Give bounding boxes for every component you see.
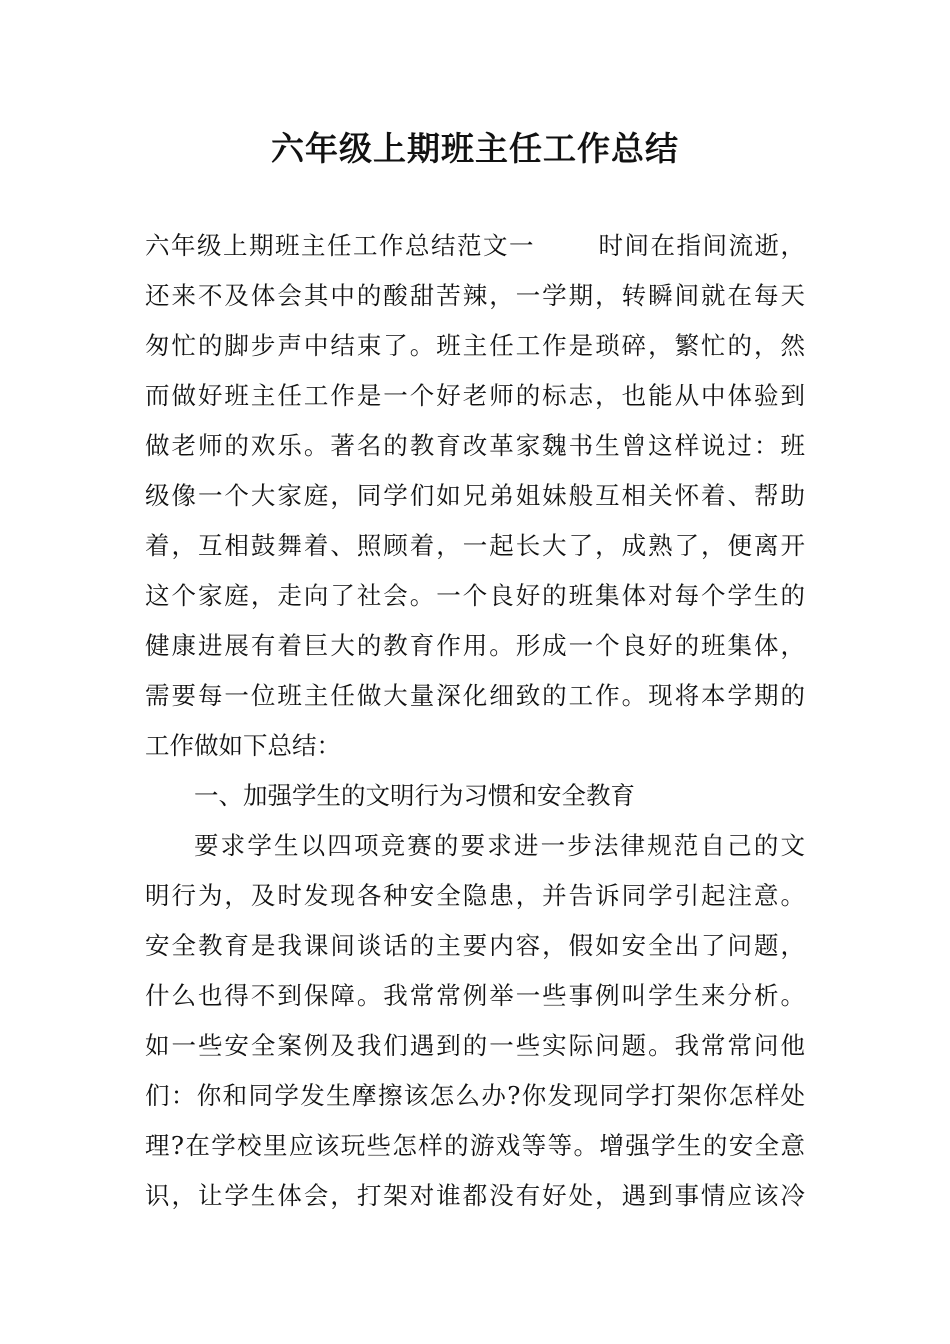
paragraph-line: 如一些安全案例及我们遇到的一些实际问题。我常常问他 [145,1031,805,1060]
paragraph-line: 级像一个大家庭，同学们如兄弟姐妹般互相关怀着、帮助 [145,481,805,510]
paragraph-line: 这个家庭，走向了社会。一个良好的班集体对每个学生的 [145,581,805,610]
paragraph-line [145,229,805,263]
paragraph-line: 工作做如下总结： [145,731,341,760]
paragraph-line: 们：你和同学发生摩擦该怎么办?你发现同学打架你怎样处 [145,1081,805,1110]
paragraph-line: 要求学生以四项竞赛的要求进一步法律规范自己的文 [194,831,805,860]
document-title: 六年级上期班主任工作总结 [271,129,679,168]
section-heading: 一、加强学生的文明行为习惯和安全教育 [194,781,635,810]
paragraph-line: 匆忙的脚步声中结束了。班主任工作是琐碎，繁忙的，然 [145,331,805,360]
paragraph-line: 做老师的欢乐。著名的教育改革家魏书生曾这样说过：班 [145,431,805,460]
paragraph-line: 需要每一位班主任做大量深化细致的工作。现将本学期的 [145,681,805,710]
paragraph-line: 还来不及体会其中的酸甜苦辣，一学期，转瞬间就在每天 [145,281,805,310]
paragraph-line: 识，让学生体会，打架对谁都没有好处，遇到事情应该冷 [145,1181,805,1210]
paragraph-line: 而做好班主任工作是一个好老师的标志，也能从中体验到 [145,381,805,410]
intro-text: 时间在指间流逝， [597,231,805,260]
paragraph-line: 着，互相鼓舞着、照顾着，一起长大了，成熟了，便离开 [145,531,805,560]
paragraph-line: 明行为，及时发现各种安全隐患，并告诉同学引起注意。 [145,881,805,910]
paragraph-line: 什么也得不到保障。我常常例举一些事例叫学生来分析。 [145,981,805,1010]
intro-label: 六年级上期班主任工作总结范文一 [145,231,535,260]
paragraph-line: 健康进展有着巨大的教育作用。形成一个良好的班集体， [145,631,805,660]
paragraph-line: 理?在学校里应该玩些怎样的游戏等等。增强学生的安全意 [145,1131,805,1160]
paragraph-line: 安全教育是我课间谈话的主要内容，假如安全出了问题， [145,931,805,960]
